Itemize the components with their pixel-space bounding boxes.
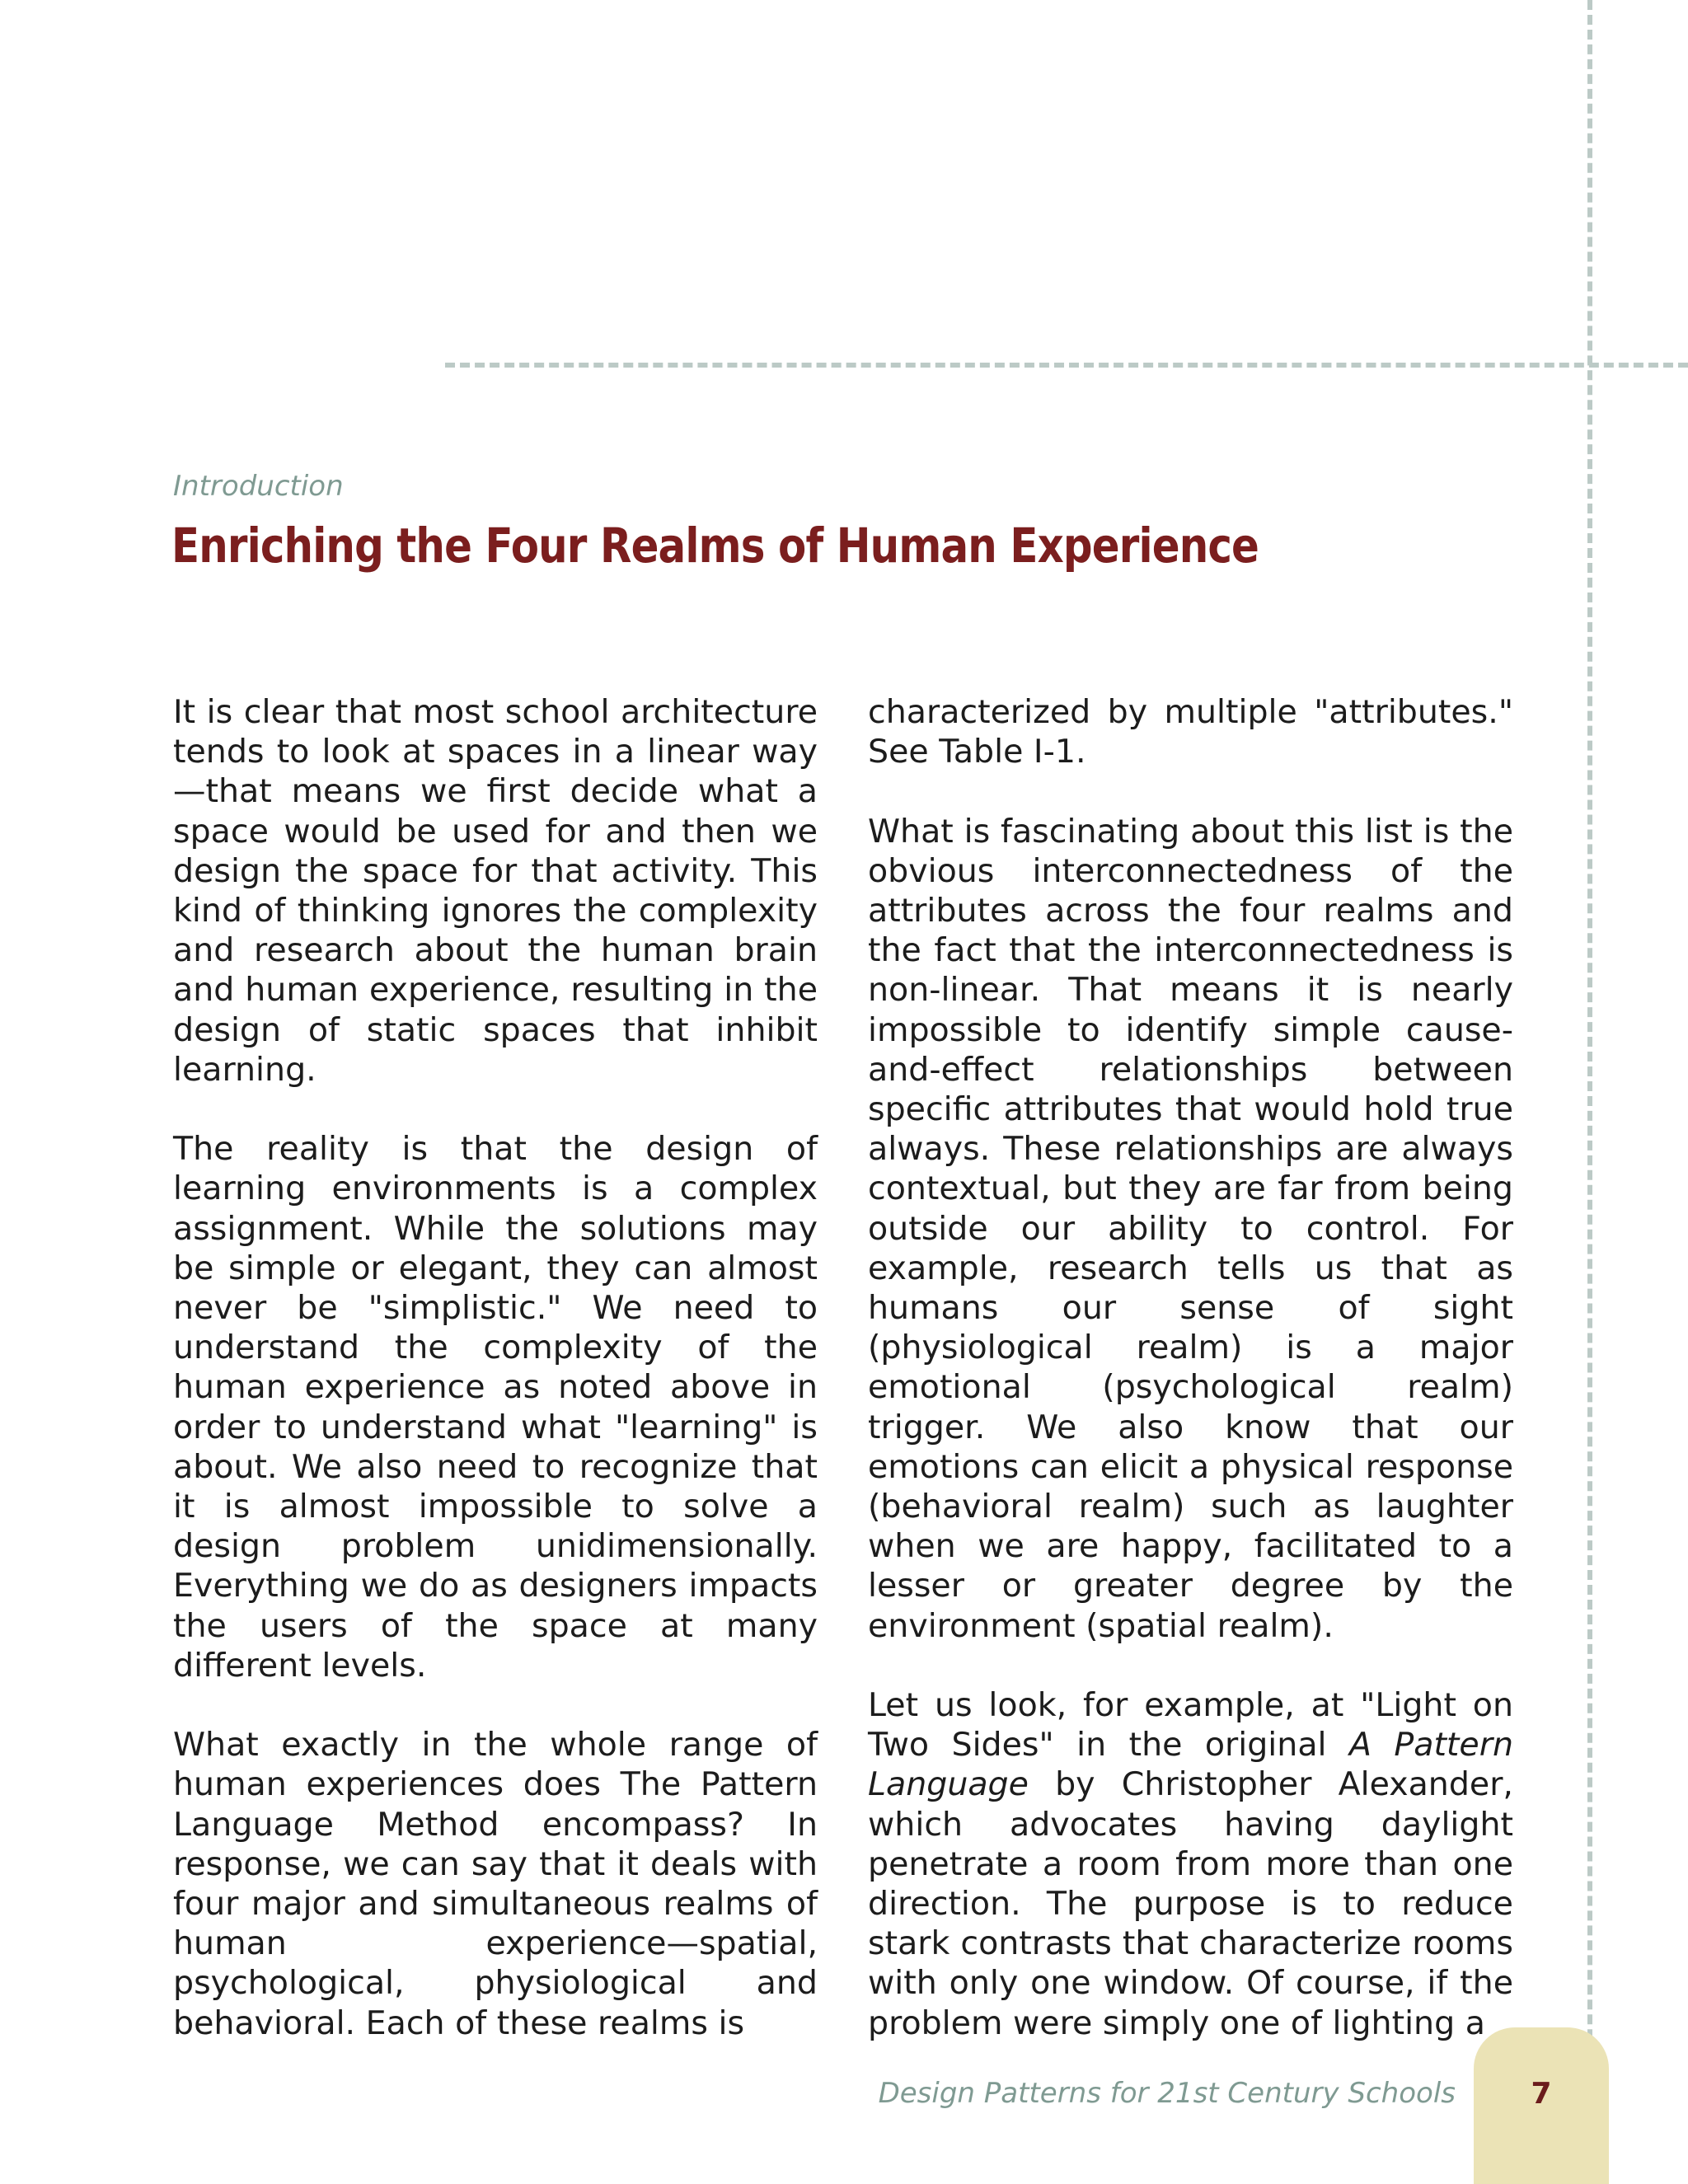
page-number: 7 [1531,2077,1552,2111]
page-title: Enriching the Four Realms of Human Experience [171,518,1259,574]
paragraph: characterized by multiple "attributes." See Table I-1. [868,693,1513,771]
dashed-rule-vertical [1587,0,1592,2143]
dashed-rule-horizontal [445,363,1688,368]
paragraph: It is clear that most school architecture tends to look at spaces in a linear way—that means we first decide what a space would be used for and then we design the space for that activity. This kind of thinking ignores the complexity and research about the human brain and human experience, resulting in the design of static spaces that inhibit learning. [173,693,818,1089]
paragraph: What is fascinating about this list is the obvious interconnectedness of the attributes across the four realms and the fact that the interconnectedness is non-linear. That means it is nearly impossible to identify simple cause-and-effect relationships between specific attributes that would hold true always. These relationships are always contextual, but they are far from being outside our ability to control. For example, research tells us that as humans our sense of sight (physiological realm) is a major emotional (psychological realm) trigger. We also know that our emotions can elicit a physical response (behavioral realm) such as laughter when we are happy, facilitated to a lesser or greater degree by the environment (spatial realm). [868,812,1513,1645]
paragraph [868,1685,1513,2043]
book-title-italic: A Pattern Language [868,1726,1513,1804]
paragraph: What exactly in the whole range of human experiences does The Pattern Language Method encompass? In response, we can say that it deals with four major and simultaneous realms of human experience—spatial, psychological, physiological and behavioral. Each of these realms is [173,1726,818,2042]
section-label: Introduction [173,470,344,503]
page-number-tab [1474,2027,1609,2184]
left-column [173,692,818,2043]
footer-book-title: Design Patterns for 21st Century Schools [878,2077,1456,2110]
paragraph-text: Let us look, for example, at "Light on Two Sides" in the original [868,1686,1513,1765]
paragraph: The reality is that the design of learning environments is a complex assignment. While the solutions may be simple or elegant, they can almost never be "simplistic." We need to understand the complexity of the human experience as noted above in order to understand what "learning" is about. We also need to recognize that it is almost impossible to solve a design problem unidimensionally. Everything we do as designers impacts the users of the space at many different levels. [173,1130,818,1685]
paragraph-text: by Christopher Alexander, which advocates having daylight penetrate a room from more than one direction. The purpose is to reduce stark contrasts that characterize rooms with only one window. Of course, if the problem were simply one of lighting a [868,1765,1513,2042]
right-column [868,692,1513,2043]
